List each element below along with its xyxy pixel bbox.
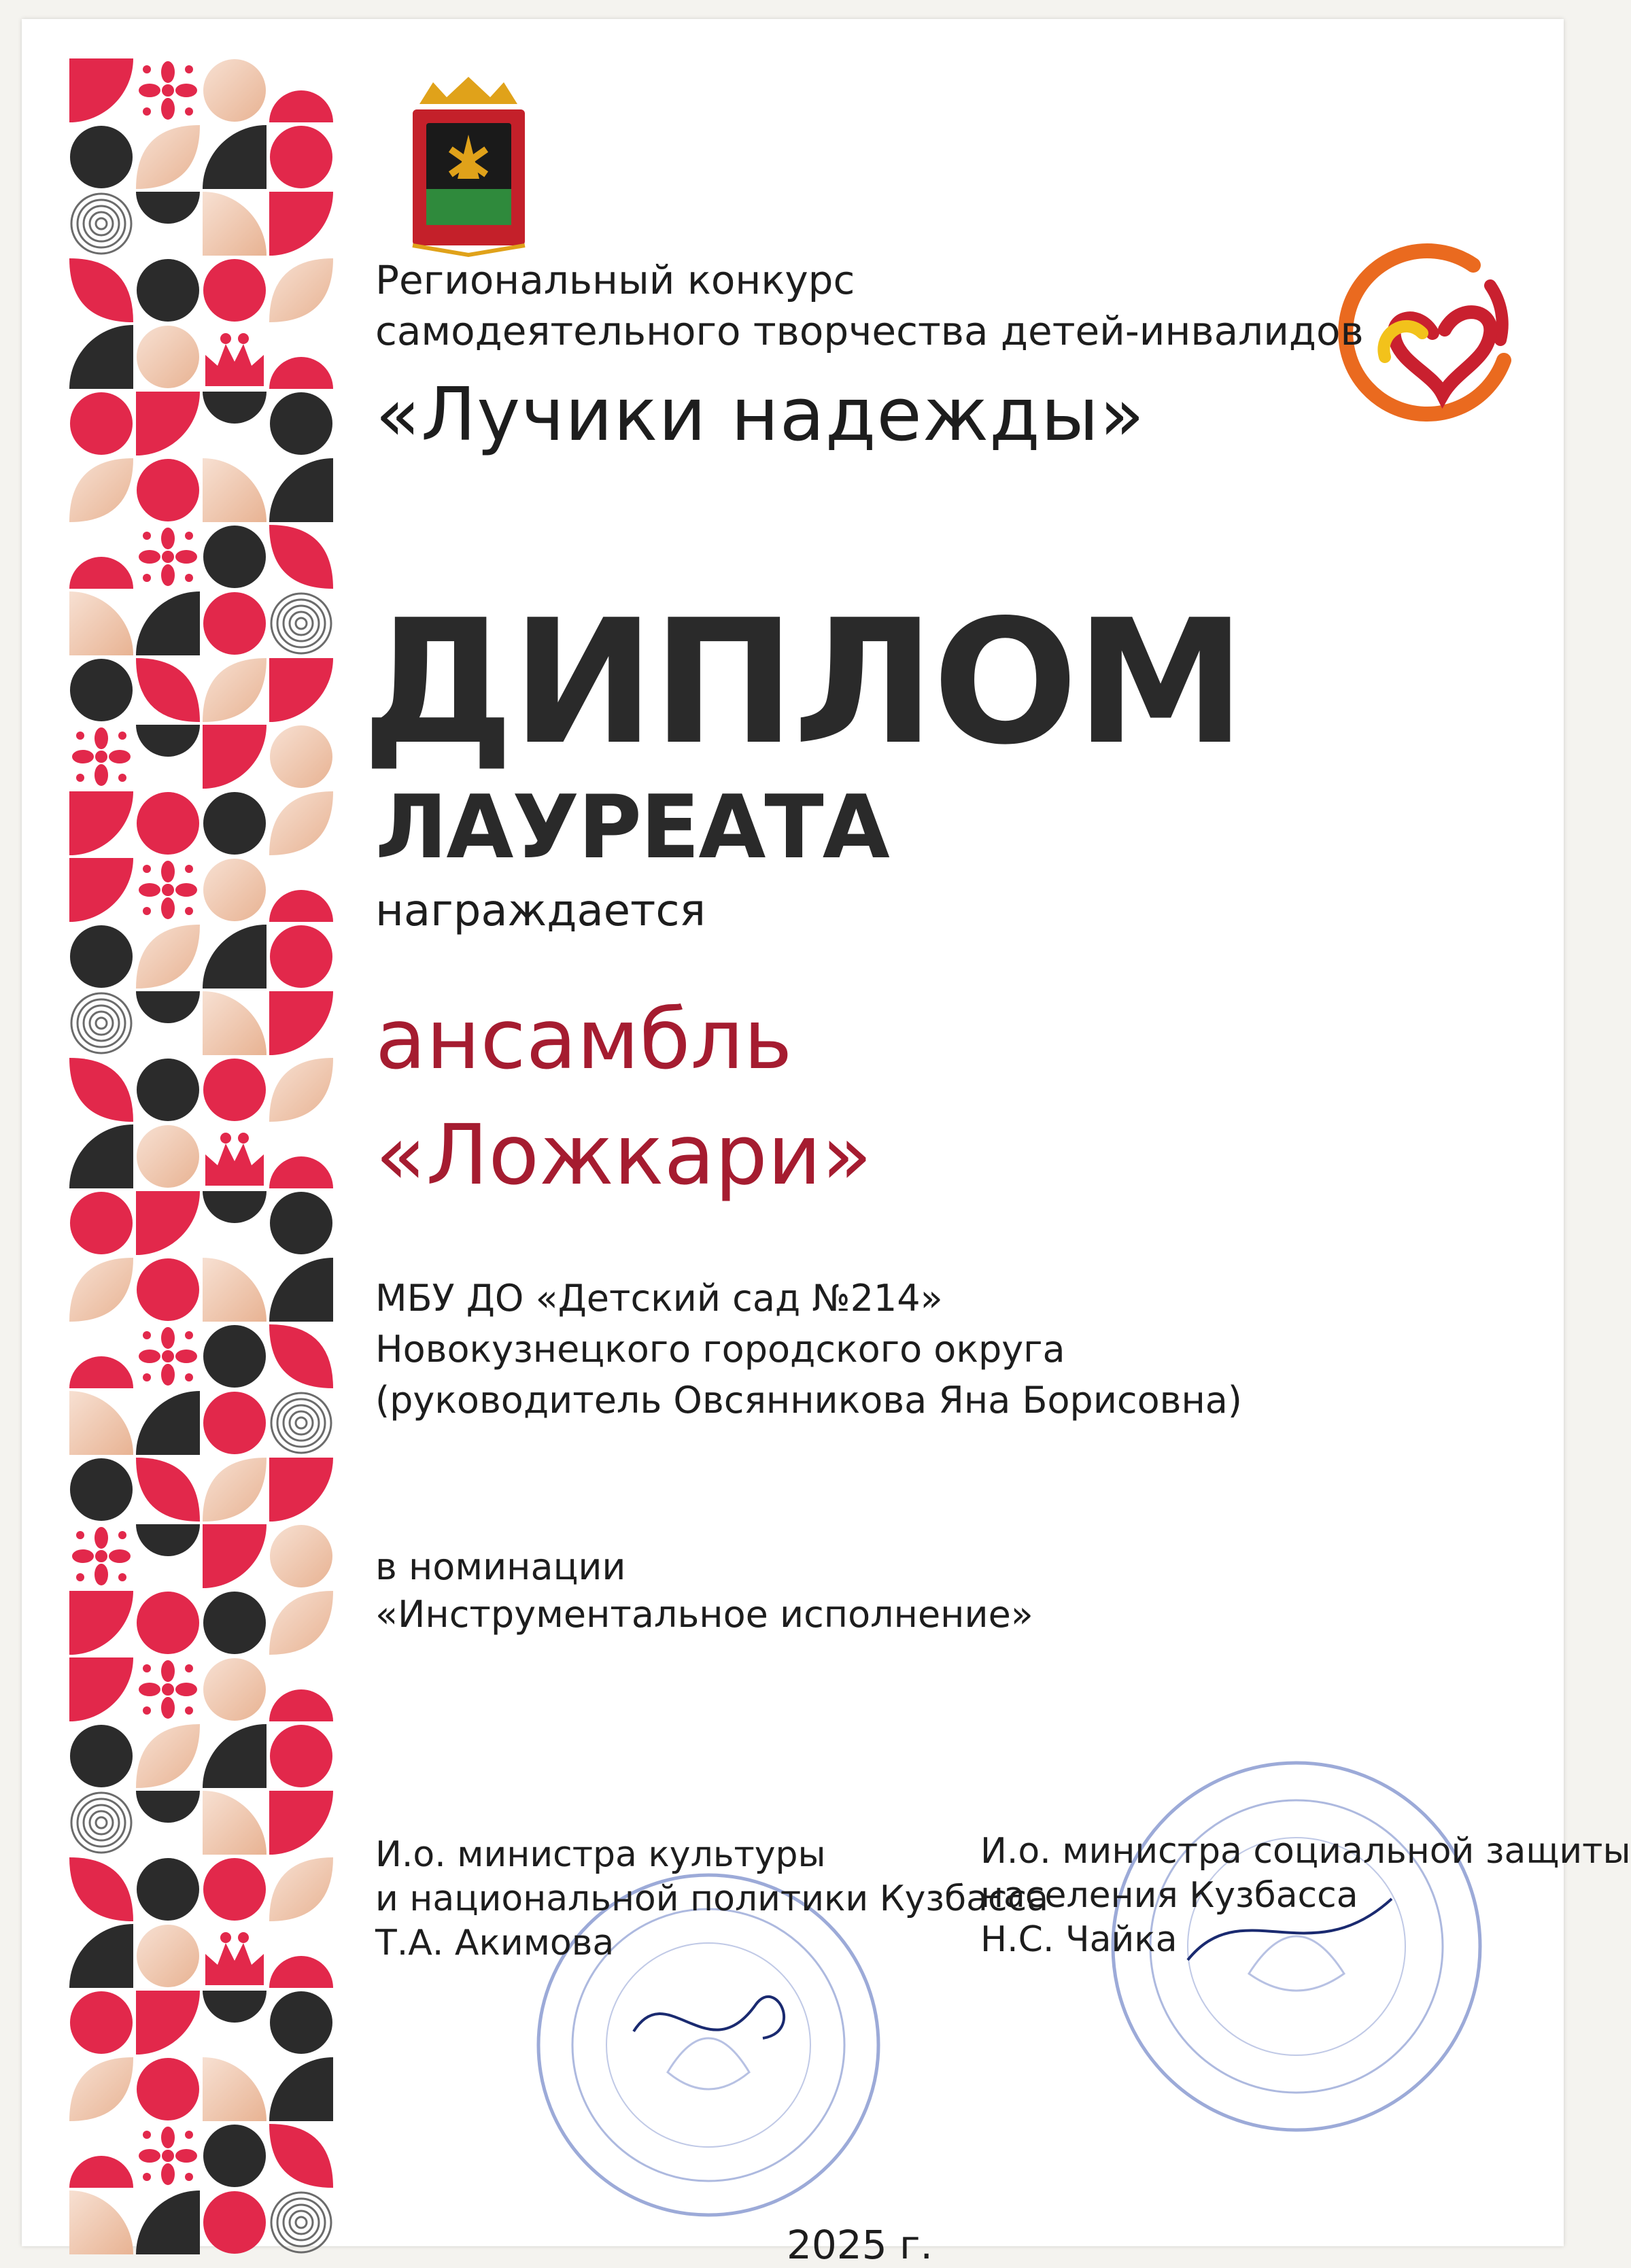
ornament-tile [270,725,332,788]
ornament-tile [136,1724,200,1788]
ornament-tile [203,792,266,855]
ornament-tile [136,1391,200,1455]
ornament-tile [270,126,332,188]
ornament-tile [137,1059,199,1121]
ornament-tile [136,1791,200,1823]
ornament-tile [269,2057,333,2121]
ornament-tile [269,1258,333,1322]
intro-line-2: самодеятельного творчества детей-инвалидов [375,308,1364,354]
ornament-tile [72,727,131,786]
ornament-tile [203,1658,266,1721]
ornament-tile [269,90,333,122]
ornament-tile [203,1592,266,1654]
ornament-tile [270,1725,332,1787]
ornament-tile [269,1791,333,1855]
ornament-tile [269,991,333,1055]
ornament-tile [69,591,133,655]
ornament-tile [203,125,267,189]
ornament-tile [270,392,332,455]
ornament-tile [69,2190,133,2254]
ornament-tile [137,326,199,388]
ornament-tile [69,1857,133,1921]
ornament-tile [70,392,133,455]
ornament-tile [69,1657,133,1721]
ornament-tile [203,259,266,322]
ornament-tile [69,325,133,389]
ornament-tile [139,861,197,919]
ornament-tile [71,1793,131,1853]
ornament-tile [72,1527,131,1585]
ornament-tile [137,259,199,322]
ornament-tile [270,925,332,988]
ornament-tile [271,1393,331,1453]
ornament-tile [203,925,267,989]
ornament-tile [269,1458,333,1522]
ornament-tile [203,458,267,522]
signatory-right-title-1: И.о. министра социальной защиты [980,1831,1631,1872]
ornament-tile [203,1458,267,1522]
ornament-tile [203,991,267,1055]
ornament-tile [136,1524,200,1556]
ornament-tile [70,659,133,721]
ornament-tile [69,2156,133,2188]
institution-line-1: МБУ ДО «Детский сад №214» [375,1277,943,1320]
ornament-tile [69,1391,133,1455]
signatory-left-title-2: и национальной политики Кузбасса [375,1878,1049,1919]
ornament-tile [203,1191,267,1223]
ornament-tile [136,725,200,757]
ornament-tile [203,59,266,122]
ornament-tile [203,1258,267,1322]
ornament-tile [137,1592,199,1654]
ornament-tile [139,61,197,120]
institution-line-2: Новокузнецкого городского округа [375,1328,1065,1371]
coat-of-arms-emblem [399,77,538,257]
ornament-tile [139,2127,197,2185]
ornament-tile [69,1058,133,1122]
ornament-tile [205,1133,264,1186]
ornament-tile [70,1991,133,2054]
ornament-tile [137,2058,199,2120]
ornament-strip [68,57,334,2219]
ornament-tile [269,1156,333,1188]
ornament-tile [136,925,200,989]
intro-line-1: Региональный конкурс [375,257,855,303]
awardee-type: ансамбль [375,991,793,1088]
ornament-tile [69,1258,133,1322]
ornament-tile [203,725,267,789]
ornament-tile [203,658,267,722]
ornament-tile [69,858,133,922]
ornament-tile [271,594,331,653]
contest-name: «Лучики надежды» [375,373,1146,458]
signatory-right-name: Н.С. Чайка [980,1919,1178,1960]
ornament-tile [71,194,131,254]
ornament-tile [269,192,333,256]
ornament-tile [137,792,199,855]
ornament-tile [271,2193,331,2252]
nomination-label: в номинации [375,1545,626,1588]
ornament-tile [137,459,199,521]
ornament-tile [203,1059,266,1121]
ornament-tile [136,125,200,189]
ornament-tile [69,1124,133,1188]
ornament-tile [69,1924,133,1988]
ornament-tile [205,1932,264,1985]
ornament-tile [269,1591,333,1655]
ornament-tile [269,1058,333,1122]
ornament-tile [136,1191,200,1255]
ornament-tile [69,791,133,855]
ornament-tile [270,1991,332,2054]
ornament-tile [69,58,133,122]
signatory-left-title-1: И.о. министра культуры [375,1834,826,1875]
ornament-tile [137,1125,199,1188]
ornament-tile [203,1524,267,1588]
ornament-tile [139,528,197,586]
ornament-tile [269,1956,333,1988]
institution-line-3: (руководитель Овсянникова Яна Борисовна) [375,1379,1242,1422]
ornament-tile [136,591,200,655]
ornament-tile [136,658,200,722]
ornament-tile [70,1192,133,1254]
ornament-tile [269,525,333,589]
ornament-tile [137,1925,199,1987]
ornament-tile [270,1525,332,1587]
awardee-name: «Ложкари» [375,1107,872,1203]
ornament-tile [69,1591,133,1655]
ornament-tile [136,991,200,1023]
ornament-tile [69,458,133,522]
ornament-tile [269,258,333,322]
laureate-subtitle: ЛАУРЕАТА [375,777,889,878]
ministry-culture-stamp [532,1868,885,2222]
signatory-left-name: Т.А. Акимова [375,1923,615,1963]
ornament-tile [203,1724,267,1788]
ornament-tile [270,1192,332,1254]
ornament-tile [203,2125,266,2187]
ornament-tile [69,2057,133,2121]
ornament-tile [70,1725,133,1787]
ornament-tile [269,2124,333,2188]
ornament-tile [203,1858,266,1921]
ornament-tile [203,1325,266,1388]
ornament-tile [203,1991,267,2023]
ornament-tile [70,925,133,988]
ornament-tile [70,126,133,188]
ornament-tile [203,392,267,424]
ornament-tile [203,1392,266,1454]
ornament-tile [203,2191,266,2254]
ornament-tile [69,557,133,589]
ornament-tile [203,592,266,655]
ornament-tile [70,1458,133,1521]
ornament-tile [269,357,333,389]
ornament-tile [137,1258,199,1321]
year: 2025 г. [787,2222,933,2268]
ornament-tile [269,1689,333,1721]
ornament-tile [269,1324,333,1388]
ornament-tile [269,1857,333,1921]
ornament-tile [136,2190,200,2254]
ornament-tile [69,258,133,322]
ornament-tile [269,458,333,522]
diploma-title: ДИПЛОМ [362,583,1243,783]
ornament-tile [269,791,333,855]
ornament-tile [203,192,267,256]
nomination-value: «Инструментальное исполнение» [375,1593,1033,1636]
ornament-tile [139,1660,197,1719]
ornament-tile [205,333,264,386]
ornament-tile [203,526,266,588]
ornament-tile [139,1327,197,1386]
ornament-tile [136,1458,200,1522]
ornament-tile [71,993,131,1053]
signatory-right-title-2: населения Кузбасса [980,1875,1358,1916]
ornament-tile [69,1356,133,1388]
ornament-tile [137,1858,199,1921]
ornament-tile [136,392,200,456]
ornament-tile [203,1791,267,1855]
ornament-tile [136,192,200,224]
awarded-label: награждается [375,886,706,936]
ornament-tile [136,1991,200,2055]
ornament-tile [203,859,266,921]
diploma-sheet [22,19,1631,2268]
ornament-tile [269,658,333,722]
ornament-tile [203,2057,267,2121]
ornament-tile [269,890,333,922]
